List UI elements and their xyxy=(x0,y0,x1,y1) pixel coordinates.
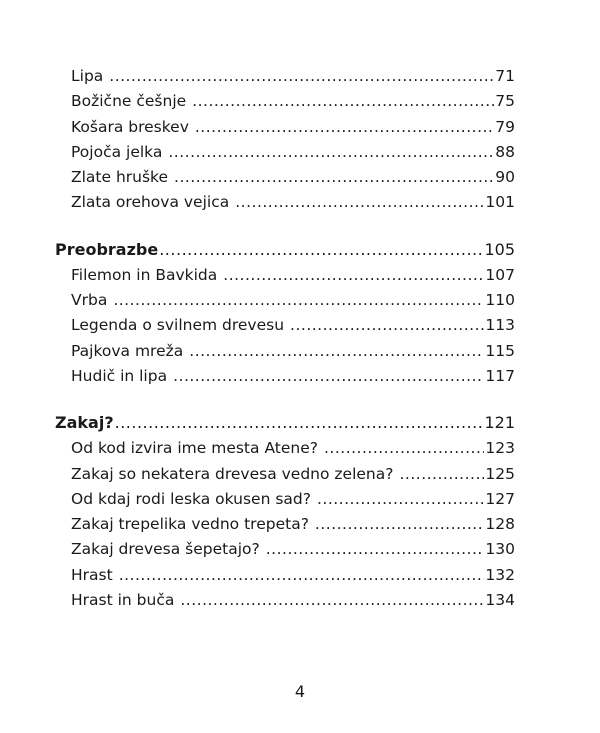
toc-leader-dots xyxy=(174,165,494,190)
toc-leader-dots xyxy=(315,512,484,537)
toc-entry-title: Od kdaj rodi leska okusen sad? xyxy=(71,489,311,508)
page-number: 4 xyxy=(294,682,306,701)
toc-section-page: 121 xyxy=(484,413,515,433)
toc-entry-title: Zakaj so nekatera drevesa vedno zelena? xyxy=(71,464,394,483)
toc-entry-page: 123 xyxy=(485,439,515,458)
toc-entry-page: 117 xyxy=(485,366,515,385)
toc-entry-title: Zlate hruške xyxy=(71,168,169,187)
toc-entry xyxy=(55,462,515,487)
toc-entry-title: Košara breskev xyxy=(71,117,189,136)
toc-entry-title: Hrast in buča xyxy=(71,591,175,610)
toc-entry xyxy=(55,436,515,461)
toc-section-title: Preobrazbe xyxy=(55,239,159,259)
toc-entry xyxy=(55,339,515,364)
toc-leader-dots xyxy=(119,563,485,588)
toc-entry-title: Pojoča jelka xyxy=(71,142,163,161)
toc-entry xyxy=(55,140,515,165)
toc-entry xyxy=(55,364,515,389)
toc-leader-dots xyxy=(113,288,484,313)
toc-leader-dots xyxy=(159,237,483,263)
toc-leader-dots xyxy=(189,339,484,364)
toc-entry-title: Filemon in Bavkida xyxy=(71,265,218,284)
section-spacer xyxy=(55,216,515,237)
toc-entry xyxy=(55,64,515,89)
toc-section-title: Zakaj? xyxy=(55,413,114,433)
toc-entry-page: 110 xyxy=(485,291,515,310)
toc-leader-dots xyxy=(223,263,484,288)
toc-entry-title: Vrba xyxy=(71,291,108,310)
section-spacer xyxy=(55,389,515,410)
toc-leader-dots xyxy=(317,487,484,512)
toc-entry-page: 134 xyxy=(485,591,515,610)
toc-entry-page: 130 xyxy=(485,540,515,559)
toc-leader-dots xyxy=(109,64,494,89)
toc-entry-page: 90 xyxy=(495,168,515,187)
toc-entry-page: 132 xyxy=(485,565,515,584)
toc-leader-dots xyxy=(192,89,494,114)
toc-entry-title: Hudič in lipa xyxy=(71,366,168,385)
toc-leader-dots xyxy=(290,313,484,338)
toc-section-heading xyxy=(55,237,515,263)
toc-entry xyxy=(55,512,515,537)
toc-entry-title: Lipa xyxy=(71,67,104,85)
toc-entry-title: Od kod izvira ime mesta Atene? xyxy=(71,439,318,458)
toc-leader-dots xyxy=(266,537,485,562)
toc-entry-page: 115 xyxy=(485,341,515,360)
toc-leader-dots xyxy=(195,115,494,140)
toc-entry-page: 79 xyxy=(495,117,515,136)
toc-entry-page: 75 xyxy=(495,92,515,111)
toc-entry-title: Božične češnje xyxy=(71,92,187,111)
toc-leader-dots xyxy=(235,190,484,215)
toc-leader-dots xyxy=(115,410,484,436)
toc-leader-dots xyxy=(168,140,494,165)
toc-entry-page: 127 xyxy=(485,489,515,508)
toc-entry-page: 128 xyxy=(485,515,515,534)
toc-entry-page: 113 xyxy=(485,316,515,335)
toc-entry-page: 101 xyxy=(485,193,515,212)
toc-entry xyxy=(55,563,515,588)
toc-entry-title: Hrast xyxy=(71,565,113,584)
toc-entry-title: Legenda o svilnem drevesu xyxy=(71,316,285,335)
toc-entry xyxy=(55,588,515,613)
toc-entry-title: Zakaj drevesa šepetajo? xyxy=(71,540,260,559)
toc-leader-dots xyxy=(324,436,484,461)
toc-entry xyxy=(55,115,515,140)
table-of-contents xyxy=(55,64,515,613)
toc-entry xyxy=(55,165,515,190)
toc-section-heading xyxy=(55,410,515,436)
toc-entry-page: 88 xyxy=(495,142,515,161)
toc-entry-page: 71 xyxy=(495,67,515,85)
toc-entry xyxy=(55,190,515,215)
toc-entry xyxy=(55,288,515,313)
toc-leader-dots xyxy=(173,364,484,389)
toc-entry xyxy=(55,487,515,512)
toc-entry xyxy=(55,313,515,338)
toc-section-page: 105 xyxy=(484,239,515,259)
toc-entry xyxy=(55,537,515,562)
toc-entry-title: Zakaj trepelika vedno trepeta? xyxy=(71,515,309,534)
toc-leader-dots xyxy=(399,462,484,487)
toc-leader-dots xyxy=(180,588,484,613)
toc-entry-title: Zlata orehova vejica xyxy=(71,193,230,212)
toc-entry xyxy=(55,89,515,114)
toc-entry xyxy=(55,263,515,288)
toc-entry-page: 107 xyxy=(485,265,515,284)
toc-entry-page: 125 xyxy=(485,464,515,483)
toc-entry-title: Pajkova mreža xyxy=(71,341,184,360)
